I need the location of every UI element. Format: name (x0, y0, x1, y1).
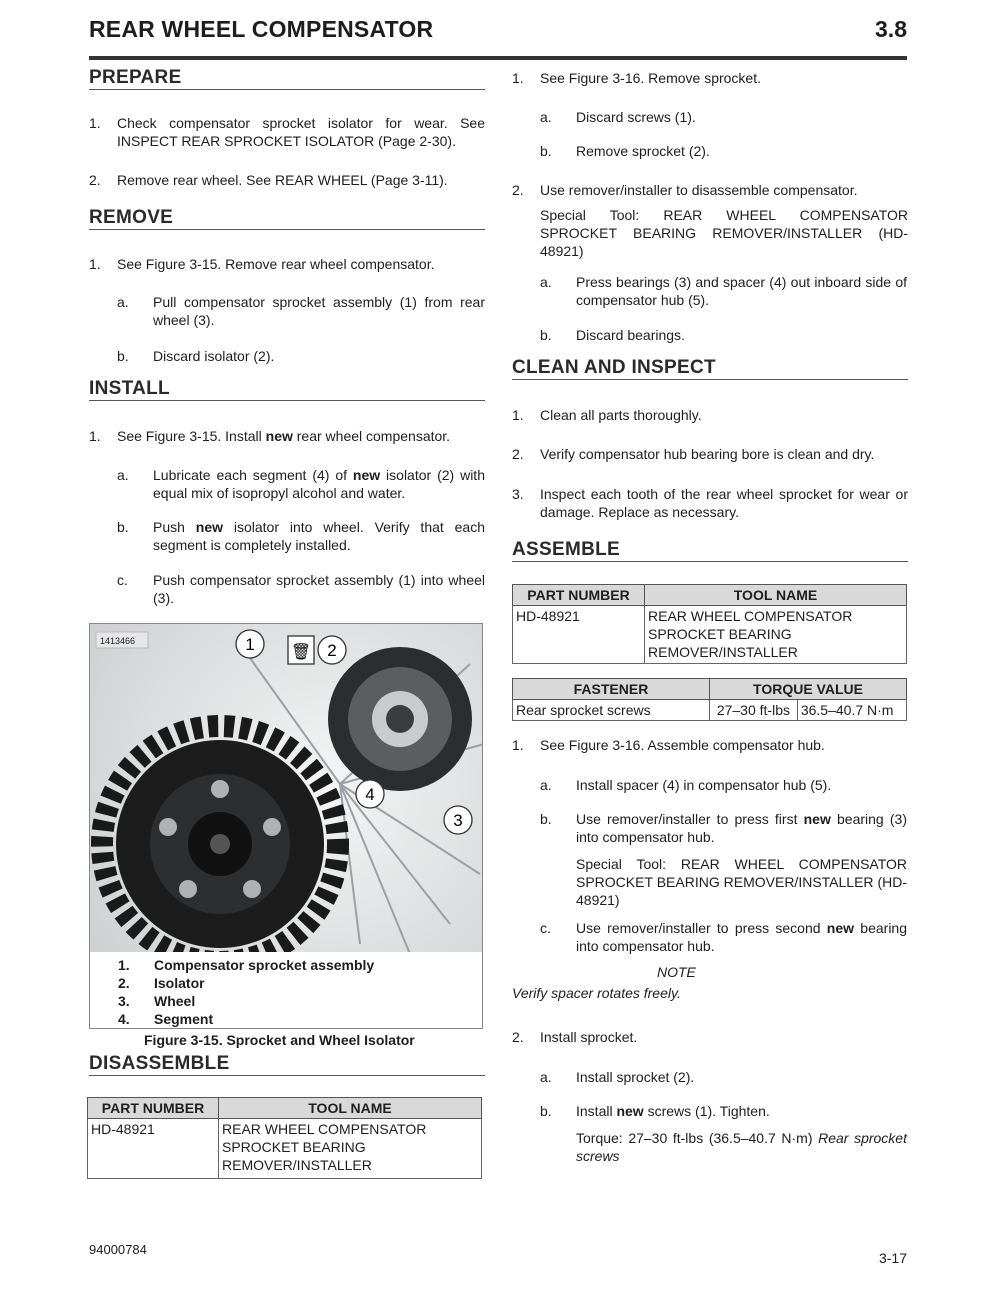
disassemble-step-2b: b. Discard bearings. (540, 327, 685, 343)
install-step-1b: b. Push new isolator into wheel. Verify that each segment is completely installed. (117, 519, 485, 553)
col-fastener: FASTENER (513, 679, 710, 700)
figure-id-label: 1413466 (100, 636, 136, 646)
install-step-1a: a. Lubricate each segment (4) of new isolator (2) with equal mix of isopropyl alcohol and water. (117, 467, 485, 501)
assemble-torque: Torque: 27–30 ft-lbs (36.5–40.7 N·m) Rear sprocket screws (576, 1130, 907, 1164)
assemble-tool-table (512, 584, 907, 664)
install-heading: INSTALL (89, 378, 485, 401)
assemble-step-1: 1. See Figure 3-16. Assemble compensator hub. (512, 737, 825, 753)
assemble-step-2: 2. Install sprocket. (512, 1029, 638, 1045)
disassemble-step-1: 1. See Figure 3-16. Remove sprocket. (512, 70, 761, 86)
assemble-step-2a: a. Install sprocket (2). (540, 1069, 695, 1085)
assemble-step-1a: a. Install spacer (4) in compensator hub (5). (540, 777, 832, 793)
table-row: Rear sprocket screws 27–30 ft-lbs 36.5–40.7 N·m (513, 700, 907, 721)
table-row: HD-48921 REAR WHEEL COMPENSATOR SPROCKET BEARING REMOVER/INSTALLER (88, 1119, 482, 1179)
disassemble-step-2a: a. Press bearings (3) and spacer (4) out inboard side of compensator hub (5). (540, 274, 907, 308)
prepare-step-2: 2. Remove rear wheel. See REAR WHEEL (Page 3-11). (89, 172, 448, 188)
clean-inspect-heading: CLEAN AND INSPECT (512, 357, 908, 380)
col-part-number: PART NUMBER (88, 1098, 219, 1119)
assemble-step-1b: b. Use remover/installer to press first new bearing (3) into compensator hub. (540, 811, 907, 845)
remove-step-1a: a. Pull compensator sprocket assembly (1) from rear wheel (3). (117, 294, 485, 328)
table-row: HD-48921 REAR WHEEL COMPENSATOR SPROCKET BEARING REMOVER/INSTALLER (513, 606, 907, 664)
callout-2: 2 (327, 641, 337, 660)
assemble-fastener-table (512, 678, 907, 721)
page-title: REAR WHEEL COMPENSATOR (89, 16, 434, 42)
disassemble-heading: DISASSEMBLE (89, 1053, 485, 1076)
note-text: Verify spacer rotates freely. (512, 985, 681, 1001)
document-number: 94000784 (89, 1242, 147, 1257)
disassemble-special-tool: Special Tool: REAR WHEEL COMPENSATOR SPROCKET BEARING REMOVER/INSTALLER (HD-48921) (540, 207, 908, 259)
prepare-step-1: 1. Check compensator sprocket isolator for wear. See INSPECT REAR SPROCKET ISOLATOR (Page 2-30). (89, 115, 485, 149)
prepare-heading: PREPARE (89, 67, 485, 90)
callout-1: 1 (245, 635, 255, 654)
section-number: 3.8 (875, 16, 907, 42)
page-header (89, 16, 907, 60)
callout-4: 4 (365, 785, 375, 804)
remove-heading: REMOVE (89, 207, 485, 230)
clean-step-1: 1. Clean all parts thoroughly. (512, 407, 702, 423)
disassemble-tool-table (87, 1097, 482, 1179)
disassemble-step-2: 2. Use remover/installer to disassemble compensator. (512, 182, 858, 198)
col-tool-name: TOOL NAME (645, 585, 907, 606)
install-step-1: 1. See Figure 3-15. Install new rear wheel compensator. (89, 428, 451, 444)
remove-step-1b: b. Discard isolator (2). (117, 348, 275, 364)
col-tool-name: TOOL NAME (219, 1098, 482, 1119)
note-title: NOTE (657, 964, 696, 980)
clean-step-3: 3. Inspect each tooth of the rear wheel sprocket for wear or damage. Replace as necessary. (512, 486, 908, 520)
clean-step-2: 2. Verify compensator hub bearing bore is clean and dry. (512, 446, 875, 462)
assemble-step-2b: b. Install new screws (1). Tighten. (540, 1103, 770, 1119)
install-step-1c: c. Push compensator sprocket assembly (1) into wheel (3). (117, 572, 485, 606)
trash-icon-glyph: 🗑 (290, 644, 312, 661)
figure-caption: Figure 3-15. Sprocket and Wheel Isolator (144, 1032, 415, 1048)
assemble-heading: ASSEMBLE (512, 539, 908, 562)
page-number: 3-17 (878, 1250, 907, 1266)
remove-step-1: 1. See Figure 3-15. Remove rear wheel compensator. (89, 256, 435, 272)
disassemble-step-1b: b. Remove sprocket (2). (540, 143, 710, 159)
assemble-special-tool: Special Tool: REAR WHEEL COMPENSATOR SPROCKET BEARING REMOVER/INSTALLER (HD-48921) (576, 856, 907, 908)
col-torque-value: TORQUE VALUE (710, 679, 907, 700)
assemble-step-1c: c. Use remover/installer to press second new bearing into compensator hub. (540, 920, 908, 954)
wheel-hub (328, 647, 472, 791)
col-part-number: PART NUMBER (513, 585, 645, 606)
disassemble-step-1a: a. Discard screws (1). (540, 109, 696, 125)
figure-sprocket-wheel-isolator: 1413466 1 🗑 2 3 4 1. Compensator sprocket assembly 2. Isolator 3. Wheel 4. Segment (89, 623, 483, 1029)
callout-3: 3 (453, 811, 463, 830)
